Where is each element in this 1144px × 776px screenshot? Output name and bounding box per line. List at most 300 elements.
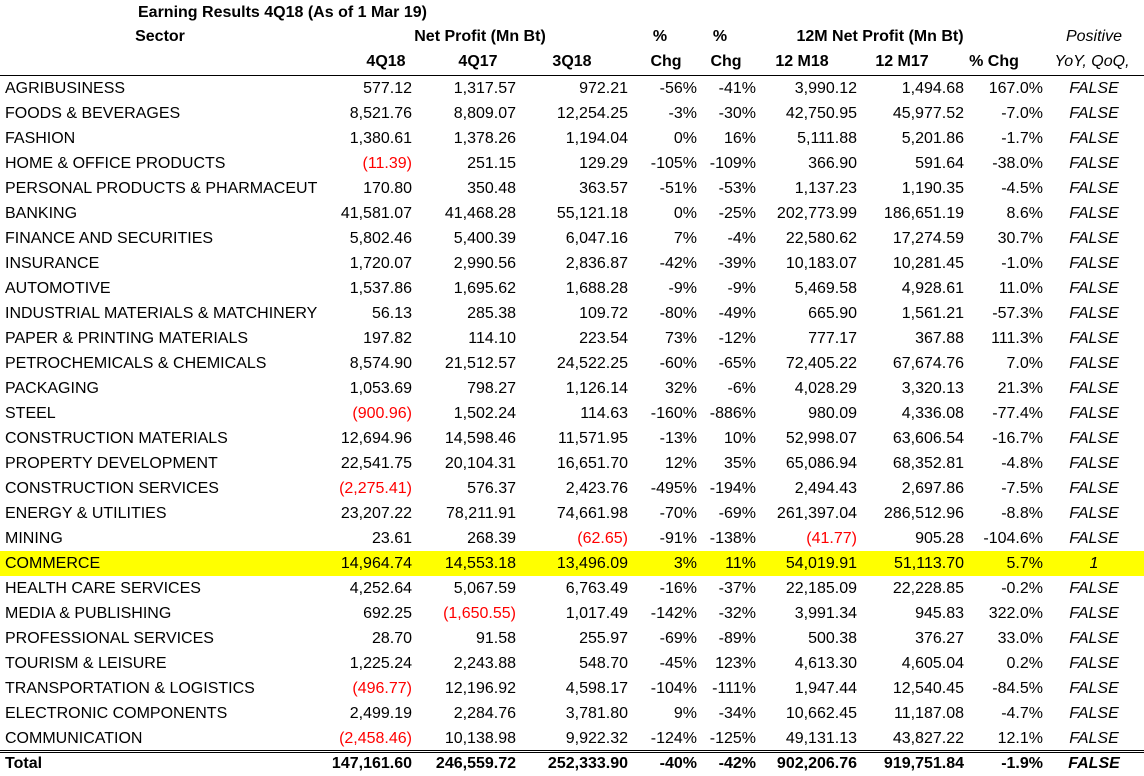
cell-3q18: 109.72 bbox=[579, 305, 628, 322]
cell-pct-chg: -7.0% bbox=[1001, 105, 1043, 122]
header-12m-group: 12M Net Profit (Mn Bt) bbox=[796, 28, 964, 45]
cell-sector: PROFESSIONAL SERVICES bbox=[5, 630, 214, 647]
cell-4q18: 56.13 bbox=[371, 305, 412, 322]
total-4q18: 147,161.60 bbox=[331, 755, 412, 772]
cell-qoq-chg: -111% bbox=[712, 680, 756, 697]
cell-yoy-chg: 0% bbox=[673, 130, 697, 147]
table-row bbox=[0, 651, 1144, 676]
cell-sector: AUTOMOTIVE bbox=[5, 280, 111, 297]
cell-12m17: 1,190.35 bbox=[901, 180, 964, 197]
cell-4q18: 577.12 bbox=[363, 80, 412, 97]
cell-sector: ELECTRONIC COMPONENTS bbox=[5, 705, 228, 722]
cell-sector: PERSONAL PRODUCTS & PHARMACEUT bbox=[5, 180, 318, 197]
cell-3q18: 24,522.25 bbox=[556, 355, 628, 372]
cell-4q18: 1,537.86 bbox=[349, 280, 412, 297]
cell-pct-chg: -4.8% bbox=[1001, 455, 1043, 472]
cell-4q18: 23.61 bbox=[371, 530, 412, 547]
total-12m17: 919,751.84 bbox=[883, 755, 964, 772]
cell-4q17: 1,317.57 bbox=[453, 80, 516, 97]
cell-qoq-chg: -34% bbox=[718, 705, 756, 722]
cell-pct-chg: 322.0% bbox=[988, 605, 1043, 622]
cell-positive: FALSE bbox=[1069, 680, 1119, 697]
cell-12m18: 42,750.95 bbox=[785, 105, 857, 122]
table-row bbox=[0, 526, 1144, 551]
cell-4q17: 5,067.59 bbox=[453, 580, 516, 597]
cell-positive: FALSE bbox=[1069, 505, 1119, 522]
cell-positive: FALSE bbox=[1069, 480, 1119, 497]
total-3q18: 252,333.90 bbox=[547, 755, 628, 772]
cell-qoq-chg: -138% bbox=[709, 530, 756, 547]
cell-3q18: 2,423.76 bbox=[565, 480, 628, 497]
cell-positive: 1 bbox=[1089, 555, 1099, 572]
cell-12m18: 5,469.58 bbox=[794, 280, 857, 297]
total-separator bbox=[0, 750, 1144, 753]
cell-12m17: 367.88 bbox=[915, 330, 964, 347]
cell-12m17: 22,228.85 bbox=[892, 580, 964, 597]
cell-yoy-chg: 0% bbox=[673, 205, 697, 222]
cell-pct-chg: -1.0% bbox=[1001, 255, 1043, 272]
table-row bbox=[0, 376, 1144, 401]
header-positive-top: Positive bbox=[1065, 28, 1123, 45]
cell-4q18: (2,275.41) bbox=[339, 480, 412, 497]
cell-12m17: 1,561.21 bbox=[901, 305, 964, 322]
cell-12m17: 5,201.86 bbox=[901, 130, 964, 147]
cell-positive: FALSE bbox=[1069, 305, 1119, 322]
cell-12m18: 49,131.13 bbox=[785, 730, 857, 747]
table-row bbox=[0, 76, 1144, 101]
cell-12m17: 1,494.68 bbox=[901, 80, 964, 97]
table-row bbox=[0, 601, 1144, 626]
header-pct-a-top: % bbox=[652, 28, 668, 45]
table-row bbox=[0, 201, 1144, 226]
cell-qoq-chg: -32% bbox=[718, 605, 756, 622]
cell-12m18: 54,019.91 bbox=[785, 555, 857, 572]
cell-pct-chg: 12.1% bbox=[997, 730, 1043, 747]
cell-qoq-chg: -9% bbox=[727, 280, 756, 297]
cell-yoy-chg: -142% bbox=[650, 605, 697, 622]
table-row bbox=[0, 226, 1144, 251]
cell-4q18: 1,053.69 bbox=[349, 380, 412, 397]
cell-positive: FALSE bbox=[1069, 330, 1119, 347]
header-pct-chg: % Chg bbox=[969, 53, 1019, 70]
cell-yoy-chg: -124% bbox=[650, 730, 697, 747]
cell-4q18: 8,521.76 bbox=[349, 105, 412, 122]
cell-yoy-chg: -42% bbox=[659, 255, 697, 272]
cell-sector: MEDIA & PUBLISHING bbox=[5, 605, 172, 622]
cell-pct-chg: -77.4% bbox=[992, 405, 1043, 422]
cell-3q18: 13,496.09 bbox=[556, 555, 628, 572]
cell-12m18: 777.17 bbox=[808, 330, 857, 347]
cell-qoq-chg: -30% bbox=[718, 105, 756, 122]
cell-positive: FALSE bbox=[1069, 205, 1119, 222]
cell-12m17: 63,606.54 bbox=[892, 430, 964, 447]
cell-12m17: 51,113.70 bbox=[894, 555, 964, 572]
cell-yoy-chg: -56% bbox=[659, 80, 697, 97]
cell-4q17: 14,598.46 bbox=[444, 430, 516, 447]
cell-sector: HEALTH CARE SERVICES bbox=[5, 580, 201, 597]
cell-yoy-chg: -60% bbox=[659, 355, 697, 372]
cell-4q17: 2,243.88 bbox=[453, 655, 516, 672]
cell-qoq-chg: 11% bbox=[725, 555, 756, 572]
cell-yoy-chg: 12% bbox=[664, 455, 697, 472]
cell-yoy-chg: -3% bbox=[668, 105, 697, 122]
cell-3q18: 6,763.49 bbox=[565, 580, 628, 597]
header-4q17: 4Q17 bbox=[458, 53, 498, 70]
cell-qoq-chg: -125% bbox=[709, 730, 756, 747]
cell-3q18: 6,047.16 bbox=[565, 230, 628, 247]
cell-pct-chg: -38.0% bbox=[992, 155, 1043, 172]
cell-4q17: 1,695.62 bbox=[453, 280, 516, 297]
cell-qoq-chg: -12% bbox=[718, 330, 756, 347]
table-row bbox=[0, 576, 1144, 601]
cell-yoy-chg: -91% bbox=[659, 530, 697, 547]
cell-4q17: 251.15 bbox=[467, 155, 516, 172]
cell-12m17: 12,540.45 bbox=[892, 680, 964, 697]
header-chg-a: Chg bbox=[650, 53, 682, 70]
cell-positive: FALSE bbox=[1069, 430, 1119, 447]
cell-positive: FALSE bbox=[1069, 630, 1119, 647]
cell-12m18: 980.09 bbox=[808, 405, 857, 422]
cell-4q18: 23,207.22 bbox=[340, 505, 412, 522]
cell-yoy-chg: -105% bbox=[650, 155, 697, 172]
cell-sector: INDUSTRIAL MATERIALS & MATCHINERY bbox=[5, 305, 318, 322]
total-12m18: 902,206.76 bbox=[776, 755, 857, 772]
cell-sector: HOME & OFFICE PRODUCTS bbox=[5, 155, 226, 172]
cell-qoq-chg: -37% bbox=[718, 580, 756, 597]
table-row bbox=[0, 326, 1144, 351]
cell-yoy-chg: 32% bbox=[664, 380, 697, 397]
cell-12m17: 43,827.22 bbox=[892, 730, 964, 747]
cell-qoq-chg: -39% bbox=[718, 255, 756, 272]
cell-pct-chg: 111.3% bbox=[991, 330, 1043, 347]
cell-qoq-chg: -109% bbox=[709, 155, 756, 172]
cell-sector: INSURANCE bbox=[5, 255, 100, 272]
cell-4q17: 2,990.56 bbox=[453, 255, 516, 272]
cell-qoq-chg: -194% bbox=[709, 480, 756, 497]
cell-yoy-chg: 7% bbox=[673, 230, 697, 247]
cell-12m18: 366.90 bbox=[808, 155, 857, 172]
total-pct-chg: -1.9% bbox=[1001, 755, 1043, 772]
cell-12m18: 4,028.29 bbox=[794, 380, 857, 397]
table-row bbox=[0, 426, 1144, 451]
cell-4q17: 798.27 bbox=[467, 380, 516, 397]
cell-12m18: 22,580.62 bbox=[785, 230, 857, 247]
header-12m17: 12 M17 bbox=[875, 53, 929, 70]
cell-4q18: 28.70 bbox=[371, 630, 412, 647]
cell-yoy-chg: -495% bbox=[650, 480, 697, 497]
cell-pct-chg: -0.2% bbox=[1001, 580, 1043, 597]
cell-sector: COMMUNICATION bbox=[5, 730, 143, 747]
cell-yoy-chg: -70% bbox=[659, 505, 697, 522]
cell-4q18: 1,380.61 bbox=[349, 130, 412, 147]
cell-qoq-chg: -69% bbox=[718, 505, 756, 522]
cell-12m17: 286,512.96 bbox=[883, 505, 964, 522]
cell-4q18: 4,252.64 bbox=[349, 580, 412, 597]
header-12m18: 12 M18 bbox=[775, 53, 829, 70]
table-row bbox=[0, 276, 1144, 301]
cell-4q18: 22,541.75 bbox=[340, 455, 412, 472]
cell-sector: TRANSPORTATION & LOGISTICS bbox=[5, 680, 255, 697]
data-rows bbox=[0, 76, 1144, 751]
table-row bbox=[0, 126, 1144, 151]
cell-4q17: 5,400.39 bbox=[453, 230, 516, 247]
cell-12m18: 1,137.23 bbox=[794, 180, 857, 197]
cell-pct-chg: -7.5% bbox=[1001, 480, 1043, 497]
cell-4q18: 692.25 bbox=[363, 605, 412, 622]
header-positive-bottom: YoY, QoQ, bbox=[1054, 53, 1130, 70]
table-row bbox=[0, 701, 1144, 726]
cell-yoy-chg: -13% bbox=[659, 430, 697, 447]
cell-pct-chg: 30.7% bbox=[997, 230, 1043, 247]
cell-4q17: 20,104.31 bbox=[444, 455, 516, 472]
total-row bbox=[0, 754, 1144, 776]
cell-pct-chg: 33.0% bbox=[997, 630, 1043, 647]
cell-12m18: 500.38 bbox=[808, 630, 857, 647]
header-4q18: 4Q18 bbox=[366, 53, 406, 70]
cell-sector: FINANCE AND SECURITIES bbox=[5, 230, 214, 247]
cell-pct-chg: 7.0% bbox=[1006, 355, 1043, 372]
table-row bbox=[0, 351, 1144, 376]
cell-yoy-chg: -51% bbox=[659, 180, 697, 197]
cell-4q17: 285.38 bbox=[467, 305, 516, 322]
cell-3q18: 114.63 bbox=[580, 405, 628, 422]
cell-4q17: 21,512.57 bbox=[444, 355, 516, 372]
cell-pct-chg: -4.7% bbox=[1001, 705, 1043, 722]
cell-pct-chg: -57.3% bbox=[992, 305, 1043, 322]
cell-sector: STEEL bbox=[5, 405, 56, 422]
cell-12m18: 5,111.88 bbox=[797, 130, 857, 147]
table-row bbox=[0, 676, 1144, 701]
cell-12m17: 945.83 bbox=[915, 605, 964, 622]
cell-12m18: 3,990.12 bbox=[794, 80, 857, 97]
cell-12m17: 4,336.08 bbox=[901, 405, 964, 422]
cell-4q17: 14,553.18 bbox=[444, 555, 516, 572]
cell-12m18: 1,947.44 bbox=[794, 680, 857, 697]
cell-3q18: 972.21 bbox=[579, 80, 628, 97]
cell-positive: FALSE bbox=[1069, 355, 1119, 372]
cell-qoq-chg: 16% bbox=[723, 130, 756, 147]
cell-4q18: 14,964.74 bbox=[340, 555, 412, 572]
cell-sector: PETROCHEMICALS & CHEMICALS bbox=[5, 355, 267, 372]
cell-3q18: 1,017.49 bbox=[565, 605, 628, 622]
cell-positive: FALSE bbox=[1069, 80, 1119, 97]
table-row bbox=[0, 551, 1144, 576]
cell-qoq-chg: -65% bbox=[718, 355, 756, 372]
cell-3q18: 9,922.32 bbox=[565, 730, 628, 747]
cell-sector: PACKAGING bbox=[5, 380, 99, 397]
cell-4q17: 350.48 bbox=[467, 180, 516, 197]
cell-4q18: (2,458.46) bbox=[339, 730, 412, 747]
cell-positive: FALSE bbox=[1069, 180, 1119, 197]
cell-qoq-chg: -886% bbox=[709, 405, 756, 422]
header-3q18: 3Q18 bbox=[552, 53, 592, 70]
cell-pct-chg: 167.0% bbox=[988, 80, 1043, 97]
cell-12m18: 665.90 bbox=[808, 305, 857, 322]
cell-3q18: 16,651.70 bbox=[556, 455, 628, 472]
cell-sector: CONSTRUCTION SERVICES bbox=[5, 480, 219, 497]
table-row bbox=[0, 151, 1144, 176]
cell-positive: FALSE bbox=[1069, 730, 1119, 747]
total-qoq-chg: -42% bbox=[718, 755, 756, 772]
cell-3q18: 3,781.80 bbox=[565, 705, 628, 722]
cell-yoy-chg: -16% bbox=[659, 580, 697, 597]
cell-pct-chg: -104.6% bbox=[983, 530, 1043, 547]
cell-12m17: 45,977.52 bbox=[892, 105, 964, 122]
cell-yoy-chg: 3% bbox=[673, 555, 697, 572]
cell-yoy-chg: -160% bbox=[650, 405, 697, 422]
cell-qoq-chg: 10% bbox=[723, 430, 756, 447]
cell-4q17: 12,196.92 bbox=[444, 680, 516, 697]
cell-yoy-chg: -80% bbox=[659, 305, 697, 322]
table-row bbox=[0, 101, 1144, 126]
cell-4q17: 268.39 bbox=[467, 530, 516, 547]
cell-12m17: 68,352.81 bbox=[892, 455, 964, 472]
table-row bbox=[0, 726, 1144, 751]
cell-positive: FALSE bbox=[1069, 580, 1119, 597]
cell-pct-chg: -4.5% bbox=[1001, 180, 1043, 197]
cell-4q18: 197.82 bbox=[363, 330, 412, 347]
cell-12m18: 2,494.43 bbox=[794, 480, 857, 497]
cell-4q17: 91.58 bbox=[475, 630, 516, 647]
table-row bbox=[0, 251, 1144, 276]
cell-3q18: 223.54 bbox=[579, 330, 628, 347]
table-row bbox=[0, 451, 1144, 476]
cell-4q18: 8,574.90 bbox=[349, 355, 412, 372]
cell-3q18: 2,836.87 bbox=[565, 255, 628, 272]
cell-pct-chg: 5.7% bbox=[1006, 555, 1043, 572]
header-sector: Sector bbox=[135, 28, 185, 45]
cell-4q18: 170.80 bbox=[363, 180, 412, 197]
cell-positive: FALSE bbox=[1069, 380, 1119, 397]
sheet-title: Earning Results 4Q18 (As of 1 Mar 19) bbox=[138, 4, 427, 21]
cell-positive: FALSE bbox=[1069, 405, 1119, 422]
cell-3q18: 11,571.95 bbox=[558, 430, 628, 447]
cell-qoq-chg: -41% bbox=[718, 80, 756, 97]
cell-sector: PROPERTY DEVELOPMENT bbox=[5, 455, 218, 472]
cell-4q17: 8,809.07 bbox=[453, 105, 516, 122]
cell-4q18: 5,802.46 bbox=[349, 230, 412, 247]
cell-sector: CONSTRUCTION MATERIALS bbox=[5, 430, 228, 447]
cell-12m18: 52,998.07 bbox=[785, 430, 857, 447]
cell-yoy-chg: -45% bbox=[659, 655, 697, 672]
cell-yoy-chg: -9% bbox=[668, 280, 697, 297]
header-pct-b-top: % bbox=[712, 28, 728, 45]
cell-positive: FALSE bbox=[1069, 655, 1119, 672]
cell-4q18: (11.39) bbox=[362, 155, 412, 172]
cell-3q18: 363.57 bbox=[579, 180, 628, 197]
cell-12m18: 10,183.07 bbox=[785, 255, 857, 272]
cell-12m17: 186,651.19 bbox=[883, 205, 964, 222]
cell-sector: TOURISM & LEISURE bbox=[5, 655, 167, 672]
cell-yoy-chg: -104% bbox=[650, 680, 697, 697]
cell-3q18: 1,126.14 bbox=[565, 380, 628, 397]
cell-qoq-chg: -89% bbox=[718, 630, 756, 647]
cell-4q18: 12,694.96 bbox=[340, 430, 412, 447]
cell-pct-chg: -16.7% bbox=[992, 430, 1043, 447]
cell-4q17: 114.10 bbox=[468, 330, 516, 347]
cell-12m17: 905.28 bbox=[915, 530, 964, 547]
cell-sector: PAPER & PRINTING MATERIALS bbox=[5, 330, 249, 347]
cell-pct-chg: 21.3% bbox=[997, 380, 1043, 397]
cell-12m17: 3,320.13 bbox=[901, 380, 964, 397]
cell-pct-chg: 0.2% bbox=[1006, 655, 1043, 672]
cell-12m18: 202,773.99 bbox=[776, 205, 857, 222]
cell-3q18: 255.97 bbox=[579, 630, 628, 647]
cell-yoy-chg: 73% bbox=[664, 330, 697, 347]
cell-12m17: 11,187.08 bbox=[894, 705, 964, 722]
cell-12m18: 10,662.45 bbox=[785, 705, 857, 722]
cell-4q17: 10,138.98 bbox=[444, 730, 516, 747]
cell-4q17: 41,468.28 bbox=[444, 205, 516, 222]
cell-4q17: 1,378.26 bbox=[453, 130, 516, 147]
table-row bbox=[0, 476, 1144, 501]
cell-positive: FALSE bbox=[1069, 280, 1119, 297]
cell-12m17: 591.64 bbox=[915, 155, 964, 172]
table-row bbox=[0, 301, 1144, 326]
cell-12m17: 4,605.04 bbox=[901, 655, 964, 672]
total-yoy-chg: -40% bbox=[659, 755, 697, 772]
cell-qoq-chg: 123% bbox=[715, 655, 756, 672]
cell-sector: AGRIBUSINESS bbox=[5, 80, 126, 97]
cell-3q18: 12,254.25 bbox=[556, 105, 628, 122]
cell-qoq-chg: -53% bbox=[718, 180, 756, 197]
cell-12m17: 376.27 bbox=[915, 630, 964, 647]
cell-sector: FASHION bbox=[5, 130, 76, 147]
header-net-profit-group: Net Profit (Mn Bt) bbox=[414, 28, 546, 45]
cell-positive: FALSE bbox=[1069, 230, 1119, 247]
cell-pct-chg: -8.8% bbox=[1001, 505, 1043, 522]
cell-yoy-chg: 9% bbox=[673, 705, 697, 722]
cell-4q18: 1,720.07 bbox=[349, 255, 412, 272]
cell-4q18: 1,225.24 bbox=[349, 655, 412, 672]
cell-positive: FALSE bbox=[1069, 155, 1119, 172]
cell-positive: FALSE bbox=[1069, 705, 1119, 722]
cell-sector: FOODS & BEVERAGES bbox=[5, 105, 181, 122]
cell-pct-chg: -84.5% bbox=[992, 680, 1043, 697]
cell-sector: MINING bbox=[5, 530, 63, 547]
cell-qoq-chg: -4% bbox=[727, 230, 756, 247]
cell-12m18: 3,991.34 bbox=[794, 605, 857, 622]
cell-4q18: 2,499.19 bbox=[349, 705, 412, 722]
cell-3q18: 548.70 bbox=[579, 655, 628, 672]
cell-3q18: (62.65) bbox=[577, 530, 628, 547]
cell-12m18: (41.77) bbox=[806, 530, 857, 547]
table-row bbox=[0, 626, 1144, 651]
cell-3q18: 74,661.98 bbox=[556, 505, 628, 522]
cell-12m17: 4,928.61 bbox=[901, 280, 964, 297]
cell-3q18: 1,688.28 bbox=[565, 280, 628, 297]
cell-pct-chg: 11.0% bbox=[998, 280, 1043, 297]
table-row bbox=[0, 401, 1144, 426]
cell-pct-chg: -1.7% bbox=[1001, 130, 1043, 147]
cell-12m18: 22,185.09 bbox=[785, 580, 857, 597]
cell-positive: FALSE bbox=[1069, 105, 1119, 122]
cell-12m18: 72,405.22 bbox=[785, 355, 857, 372]
cell-3q18: 4,598.17 bbox=[565, 680, 628, 697]
cell-positive: FALSE bbox=[1069, 530, 1119, 547]
cell-qoq-chg: -49% bbox=[718, 305, 756, 322]
cell-sector: ENERGY & UTILITIES bbox=[5, 505, 167, 522]
cell-qoq-chg: 35% bbox=[723, 455, 756, 472]
cell-positive: FALSE bbox=[1069, 455, 1119, 472]
cell-4q18: 41,581.07 bbox=[340, 205, 412, 222]
cell-pct-chg: 8.6% bbox=[1006, 205, 1043, 222]
header-chg-b: Chg bbox=[710, 53, 742, 70]
cell-12m17: 10,281.45 bbox=[892, 255, 964, 272]
table-row bbox=[0, 501, 1144, 526]
cell-4q17: 576.37 bbox=[467, 480, 516, 497]
total-positive: FALSE bbox=[1068, 755, 1120, 772]
